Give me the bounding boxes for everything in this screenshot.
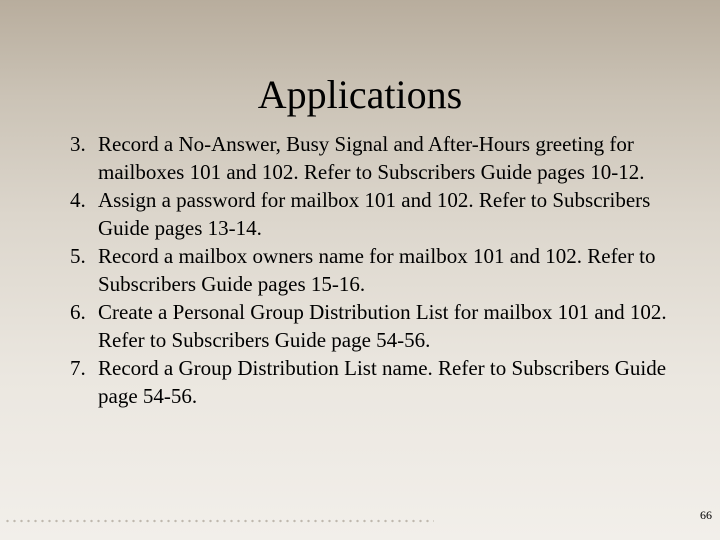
list-item-number: 3. (70, 132, 86, 156)
page-number: 66 (700, 508, 712, 522)
list-item (70, 298, 690, 354)
list-item-text: Assign a password for mailbox 101 and 102. Refer to Subscribers Guide pages 13-14. (98, 188, 651, 240)
application-list (70, 130, 690, 410)
list-item-text: Record a No-Answer, Busy Signal and After-Hours greeting for mailboxes 101 and 102. Refer to Subscribers Guide pages 10-12. (98, 132, 645, 184)
list-item (70, 186, 690, 242)
list-item-number: 4. (70, 188, 86, 212)
list-item (70, 130, 690, 186)
list-item (70, 242, 690, 298)
list-item-number: 6. (70, 300, 86, 324)
list-item (70, 354, 690, 410)
list-item-text: Create a Personal Group Distribution List for mailbox 101 and 102. Refer to Subscribers Guide page 54-56. (98, 300, 667, 352)
list-item-number: 5. (70, 244, 86, 268)
list-item-number: 7. (70, 356, 86, 380)
list-item-text: Record a Group Distribution List name. Refer to Subscribers Guide page 54-56. (98, 356, 667, 408)
list-item-text: Record a mailbox owners name for mailbox 101 and 102. Refer to Subscribers Guide pages 15-16. (98, 244, 656, 296)
slide-title: Applications (257, 72, 463, 117)
footer-decoration (4, 517, 434, 525)
